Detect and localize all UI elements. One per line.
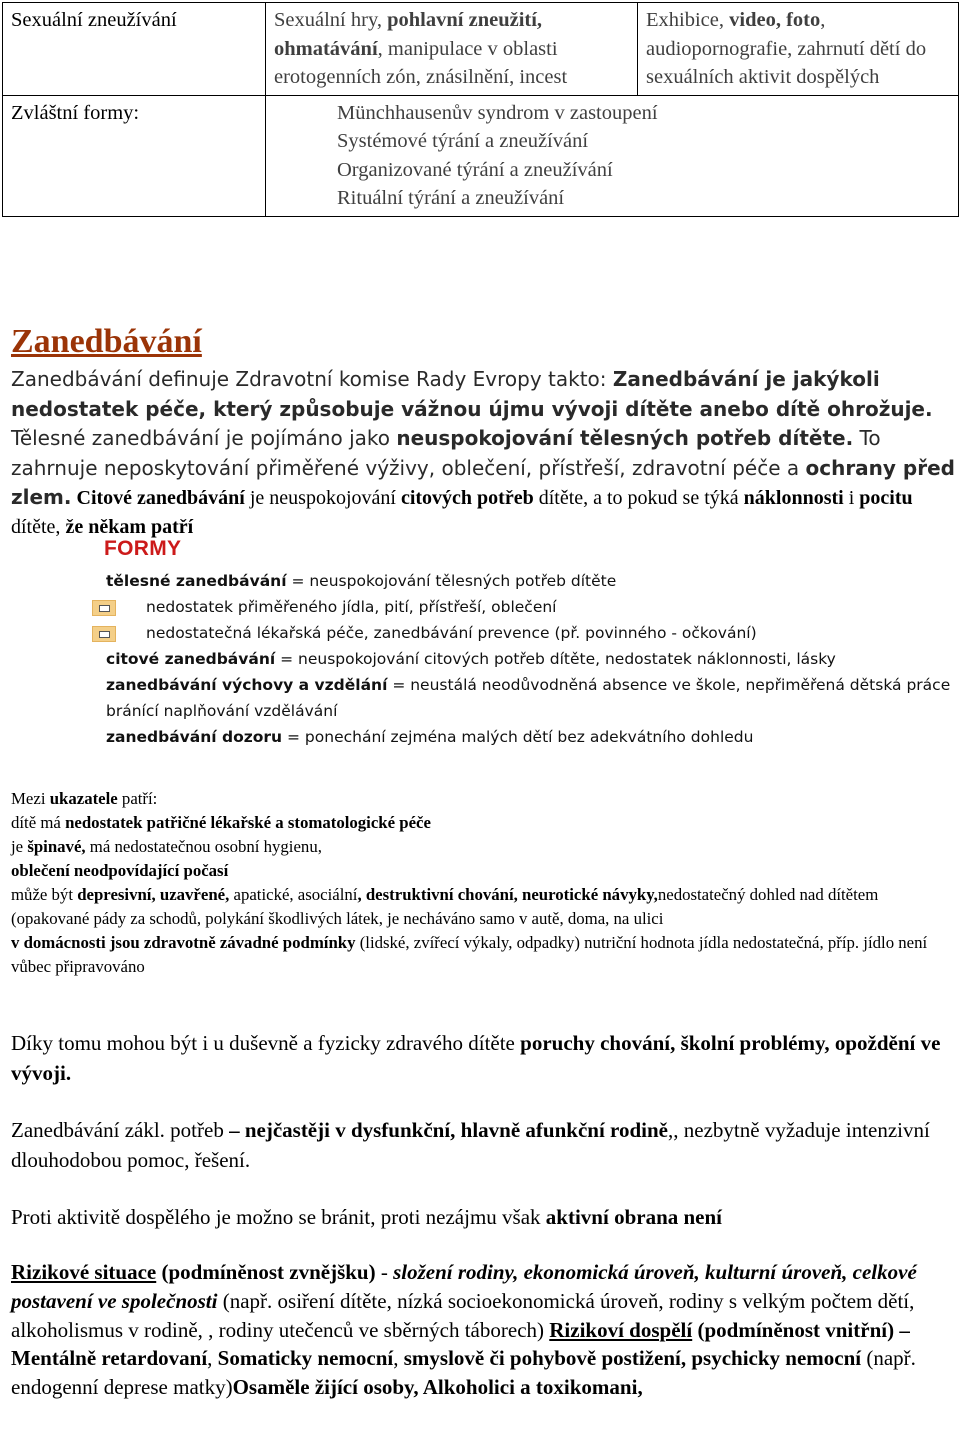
table-cell-forms bbox=[266, 3, 638, 96]
text-segment: citových potřeb bbox=[400, 487, 534, 509]
text-segment: Sexuální hry, bbox=[274, 9, 388, 31]
risk-paragraph bbox=[11, 1258, 956, 1402]
indicator-line bbox=[11, 811, 956, 835]
form-subitem-text: nedostatečná lékařská péče, zanedbávání prevence (př. povinného - očkování) bbox=[146, 624, 757, 642]
text-segment: apatické, asociální bbox=[229, 885, 358, 904]
form-definition bbox=[106, 646, 956, 672]
list-bullet-icon bbox=[92, 600, 116, 616]
text-segment: má nedostatečnou osobní hygienu, bbox=[85, 837, 322, 856]
text-segment: ,, nezbytně vyžaduje intenzivní dlouhodobou pomoc, řešení. bbox=[11, 1118, 930, 1172]
form-term: zanedbávání dozoru bbox=[106, 728, 283, 746]
form-description: = neuspokojování citových potřeb dítěte, nedostatek náklonnosti, lásky bbox=[275, 650, 836, 668]
text-segment: (např. endogenní deprese matky) bbox=[11, 1346, 916, 1400]
special-form-line: Münchhausenův syndrom v zastoupení bbox=[337, 101, 658, 124]
defense-paragraph bbox=[11, 1202, 956, 1232]
form-term: zanedbávání výchovy a vzdělání bbox=[106, 676, 388, 694]
form-definition bbox=[106, 672, 956, 724]
table-row bbox=[3, 3, 959, 96]
text-segment: Tělesné zanedbávání je pojímáno jako bbox=[11, 426, 397, 450]
text-segment: pocitu bbox=[859, 487, 913, 509]
text-segment: video, foto bbox=[729, 9, 821, 31]
text-segment: (podmíněnost zvnějšku) bbox=[156, 1260, 376, 1284]
form-description: = neuspokojování tělesných potřeb dítěte bbox=[286, 572, 617, 590]
form-description: = ponechání zejména malých dětí bez adekvátního dohledu bbox=[282, 728, 754, 746]
indicator-line bbox=[11, 931, 956, 979]
text-segment: může být bbox=[11, 885, 78, 904]
form-term: tělesné zanedbávání bbox=[106, 572, 287, 590]
indicator-line bbox=[11, 835, 956, 859]
text-segment: dítěte, bbox=[11, 515, 66, 538]
text-segment: složení rodiny, ekonomická úroveň, kulturní úroveň, celkové postavení ve společnosti bbox=[11, 1260, 917, 1313]
text-segment: nedostatek patřičné lékařské a stomatologické péče bbox=[65, 813, 431, 832]
text-segment: dítěte, a to pokud se týká bbox=[533, 487, 744, 509]
forms-list bbox=[106, 568, 956, 750]
definition-paragraph bbox=[11, 365, 956, 541]
text-segment: , destruktivní chování, neurotické návyky, bbox=[357, 885, 658, 904]
text-segment: je neuspokojování bbox=[244, 487, 401, 509]
special-form-line: Rituální týrání a zneužívání bbox=[337, 187, 565, 209]
text-segment: Rizikové situace bbox=[11, 1260, 157, 1284]
form-definition bbox=[106, 568, 956, 594]
text-segment: smyslově či pohybově postižení, psychicky nemocní bbox=[403, 1346, 862, 1371]
text-segment: je bbox=[11, 837, 28, 856]
text-segment: oblečení neodpovídající počasí bbox=[11, 861, 229, 880]
text-segment: Somaticky nemocní bbox=[217, 1346, 394, 1371]
text-segment: To zahrnuje neposkytování přiměřené výživy, oblečení, přístřeší, zdravotní péče a bbox=[11, 426, 881, 480]
text-segment: , bbox=[393, 1346, 404, 1371]
special-form-line: Organizované týrání a zneužívání bbox=[337, 158, 613, 181]
indicators-list bbox=[11, 787, 956, 979]
text-segment: nedostatečný dohled nad dítětem (opakované pády za schodů, polykání škodlivých látek, je necháváno samo v autě, doma, na ulici bbox=[11, 885, 879, 928]
form-definition bbox=[106, 724, 956, 750]
text-segment: Zanedbávání definuje Zdravotní komise Rady Evropy takto: bbox=[11, 367, 613, 391]
form-subitem bbox=[106, 594, 956, 620]
table-cell-type: Sexuální zneužívání bbox=[3, 3, 266, 96]
text-segment: špinavé, bbox=[27, 837, 86, 856]
text-segment: Zanedbávání zákl. potřeb bbox=[11, 1118, 230, 1142]
text-segment: , audiopornografie, zahrnutí dětí do sexuálních aktivit dospělých bbox=[646, 9, 927, 88]
indicator-line bbox=[11, 787, 956, 811]
text-segment: i bbox=[843, 487, 860, 509]
indicator-line bbox=[11, 859, 956, 883]
text-segment: (podmíněnost vnitřní) – Mentálně retardovaní bbox=[11, 1317, 910, 1371]
text-segment: Mezi bbox=[11, 789, 50, 808]
text-segment: neuspokojování tělesných potřeb dítěte. bbox=[396, 426, 854, 450]
text-segment: náklonnosti bbox=[743, 487, 844, 509]
text-segment: ukazatele bbox=[49, 789, 118, 808]
form-term: citové zanedbávání bbox=[106, 650, 276, 668]
table-cell-forms-2 bbox=[638, 3, 959, 96]
text-segment: – nejčastěji v dysfunkční, hlavně afunkční rodině bbox=[229, 1118, 669, 1142]
text-segment: pohlavní zneužití, ohmatávání bbox=[274, 9, 543, 60]
form-subitem bbox=[106, 620, 956, 646]
text-segment: Zanedbávání je jakýkoli nedostatek péče, který způsobuje vážnou újmu vývoji dítěte anebo dítě ohrožuje. bbox=[11, 367, 933, 421]
consequences-paragraph bbox=[11, 1028, 956, 1088]
basic-needs-paragraph bbox=[11, 1115, 956, 1175]
form-description: = neustálá neodůvodněná absence ve škole, nepřiměřená dětská práce bránící naplňování vzdělávání bbox=[106, 676, 951, 720]
text-segment: depresivní, uzavřené, bbox=[77, 885, 230, 904]
form-subitem-text: nedostatek přiměřeného jídla, pití, přístřeší, oblečení bbox=[146, 598, 557, 616]
forms-heading: FORMY bbox=[104, 537, 182, 560]
text-segment: že někam patří bbox=[65, 515, 194, 538]
table-cell-type: Zvláštní formy: bbox=[3, 95, 266, 216]
text-segment: (např. osiření dítěte, nízká socioekonomická úroveň, rodiny s velkým počtem dětí, alkoholismus v rodině, , rodiny utečenců ve sběrných táborech) bbox=[11, 1288, 915, 1342]
text-segment: - bbox=[375, 1260, 394, 1284]
abuse-types-table bbox=[2, 2, 959, 217]
text-segment: aktivní obrana není bbox=[545, 1205, 723, 1229]
text-segment: Osaměle žijící osoby, Alkoholici a toxikomani, bbox=[232, 1375, 643, 1400]
list-bullet-icon bbox=[92, 626, 116, 642]
table-row bbox=[3, 95, 959, 216]
text-segment: , manipulace v oblasti erotogenních zón, znásilnění, incest bbox=[274, 37, 568, 88]
text-segment: (lidské, zvířecí výkaly, odpadky) nutriční hodnota jídla nedostatečná, příp. jídlo není vůbec připravováno bbox=[11, 933, 928, 976]
text-segment: dítě má bbox=[11, 813, 66, 832]
text-segment: v domácnosti jsou zdravotně závadné podmínky bbox=[11, 933, 356, 952]
indicator-line bbox=[11, 883, 956, 931]
table-cell-special-forms bbox=[266, 95, 959, 216]
special-form-line: Systémové týrání a zneužívání bbox=[337, 130, 589, 152]
text-segment: Citové zanedbávání bbox=[71, 487, 245, 509]
text-segment: Díky tomu mohou být i u duševně a fyzicky zdravého dítěte bbox=[11, 1031, 521, 1055]
section-title: Zanedbávání bbox=[11, 323, 202, 360]
text-segment: poruchy chování, školní problémy, opoždění ve vývoji. bbox=[11, 1031, 941, 1085]
text-segment: Proti aktivitě dospělého je možno se bránit, proti nezájmu však bbox=[11, 1205, 546, 1229]
text-segment: patří: bbox=[117, 789, 158, 808]
text-segment: ochrany před zlem. bbox=[11, 455, 955, 509]
text-segment: , bbox=[207, 1346, 218, 1371]
text-segment: Exhibice, bbox=[646, 9, 730, 31]
text-segment: Rizikoví dospělí bbox=[549, 1317, 693, 1342]
